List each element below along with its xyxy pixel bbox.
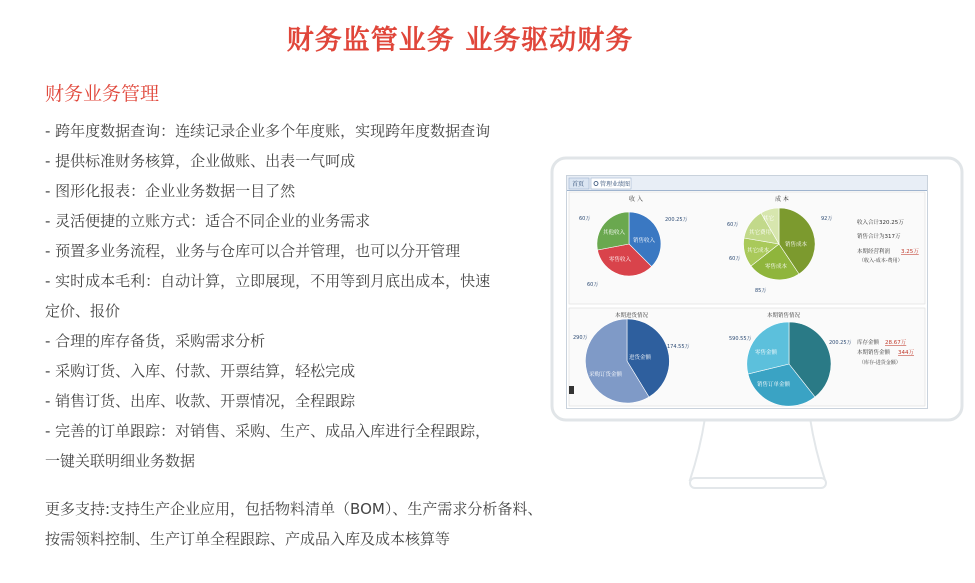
cost-slice-other: 其它成本 — [747, 248, 770, 254]
cost-label-3: 60万 — [729, 256, 741, 262]
sales-slice-2: 零售金额 — [755, 350, 778, 356]
cost-title: 成 本 — [775, 196, 789, 203]
income-title: 收 入 — [629, 196, 643, 203]
stat-profit-label: 本期经营利润 — [857, 249, 891, 255]
cost-slice-sales: 销售成本 — [785, 242, 808, 248]
sales-label-2: 200.25万 — [829, 340, 852, 346]
cost-slice-misc: 其它 — [763, 216, 775, 222]
stat-income-total: 收入合计320.25万 — [857, 220, 904, 226]
feature-item: - 跨年度数据查询：连续记录企业多个年度账，实现跨年度数据查询 — [45, 122, 491, 140]
cost-label-2: 60万 — [727, 222, 739, 228]
more-support — [45, 494, 605, 554]
sales-title: 本期销售情况 — [767, 313, 801, 319]
cost-label-4: 85万 — [755, 288, 767, 294]
purchase-slice-1: 进货金额 — [629, 355, 652, 361]
more-line: 更多支持:支持生产企业应用，包括物料清单（BOM）、生产需求分析备料、 — [45, 500, 543, 518]
dashboard-svg — [567, 176, 927, 408]
income-label-2: 60万 — [579, 216, 591, 222]
purchase-slice-2: 采购订货金额 — [589, 372, 623, 378]
purchase-pie — [585, 319, 669, 403]
income-slice-sales: 销售收入 — [633, 238, 656, 244]
stat-sales-label: 本期销售金额 — [857, 350, 891, 356]
sales-pie — [747, 322, 831, 406]
stat-inventory-note: （库存-进货金额） — [859, 360, 901, 366]
scroll-marker[interactable] — [569, 386, 574, 394]
sales-slice-1: 销售订单金额 — [757, 382, 791, 388]
purchase-title: 本期进货情况 — [615, 313, 649, 319]
stat-inventory-label: 库存金额 — [857, 340, 880, 346]
feature-list — [45, 116, 545, 476]
feature-item: - 实时成本毛利：自动计算，立即展现，不用等到月底出成本，快速 — [45, 272, 491, 290]
more-line: 按需领料控制、生产订单全程跟踪、产成品入库及成本核算等 — [45, 530, 451, 548]
feature-item: - 采购订货、入库、付款、开票结算，轻松完成 — [45, 362, 356, 380]
cost-slice-retail: 零售成本 — [765, 264, 788, 270]
tab-charts[interactable]: 管理业绩图 — [600, 181, 631, 188]
income-slice-retail: 零售收入 — [609, 257, 632, 263]
stat-sales-total: 销售合计为317万 — [857, 234, 901, 240]
sales-label-1: 590.55万 — [729, 336, 752, 342]
feature-item: - 销售订货、出库、收款、开票情况，全程跟踪 — [45, 392, 356, 410]
income-label-3: 60万 — [587, 282, 599, 288]
feature-item: - 合理的库存备货，采购需求分析 — [45, 332, 266, 350]
tab-home[interactable]: 首页 — [572, 181, 585, 188]
feature-item: - 灵活便捷的立账方式：适合不同企业的业务需求 — [45, 212, 371, 230]
income-label-1: 200.25万 — [665, 217, 688, 223]
income-slice-other: 其他收入 — [603, 230, 626, 236]
feature-item: 定价、报价 — [45, 302, 121, 320]
dashboard-screen — [566, 175, 928, 409]
stat-inventory-value: 28.67万 — [885, 340, 907, 346]
cost-label-1: 92万 — [821, 216, 833, 222]
page-title: 财务监管业务 业务驱动财务 — [286, 25, 634, 56]
feature-item: 一键关联明细业务数据 — [45, 452, 196, 470]
stat-profit-value: 3.25万 — [901, 249, 919, 255]
cost-slice-fees: 其它费用 — [749, 230, 772, 236]
purchase-label-2: 174.55万 — [667, 344, 690, 350]
feature-item: - 提供标准财务核算，企业做账、出表一气呵成 — [45, 152, 356, 170]
feature-item: - 完善的订单跟踪：对销售、采购、生产、成品入库进行全程跟踪， — [45, 422, 491, 440]
stat-sales-value: 344万 — [898, 350, 914, 356]
section-title: 财务业务管理 — [45, 83, 160, 105]
feature-item: - 预置多业务流程，业务与仓库可以合并管理，也可以分开管理 — [45, 242, 461, 260]
stat-profit-note: （收入-成本-费用） — [859, 258, 903, 264]
purchase-label-1: 290万 — [573, 335, 588, 341]
feature-item: - 图形化报表：企业业务数据一目了然 — [45, 182, 296, 200]
income-pie — [597, 212, 661, 276]
